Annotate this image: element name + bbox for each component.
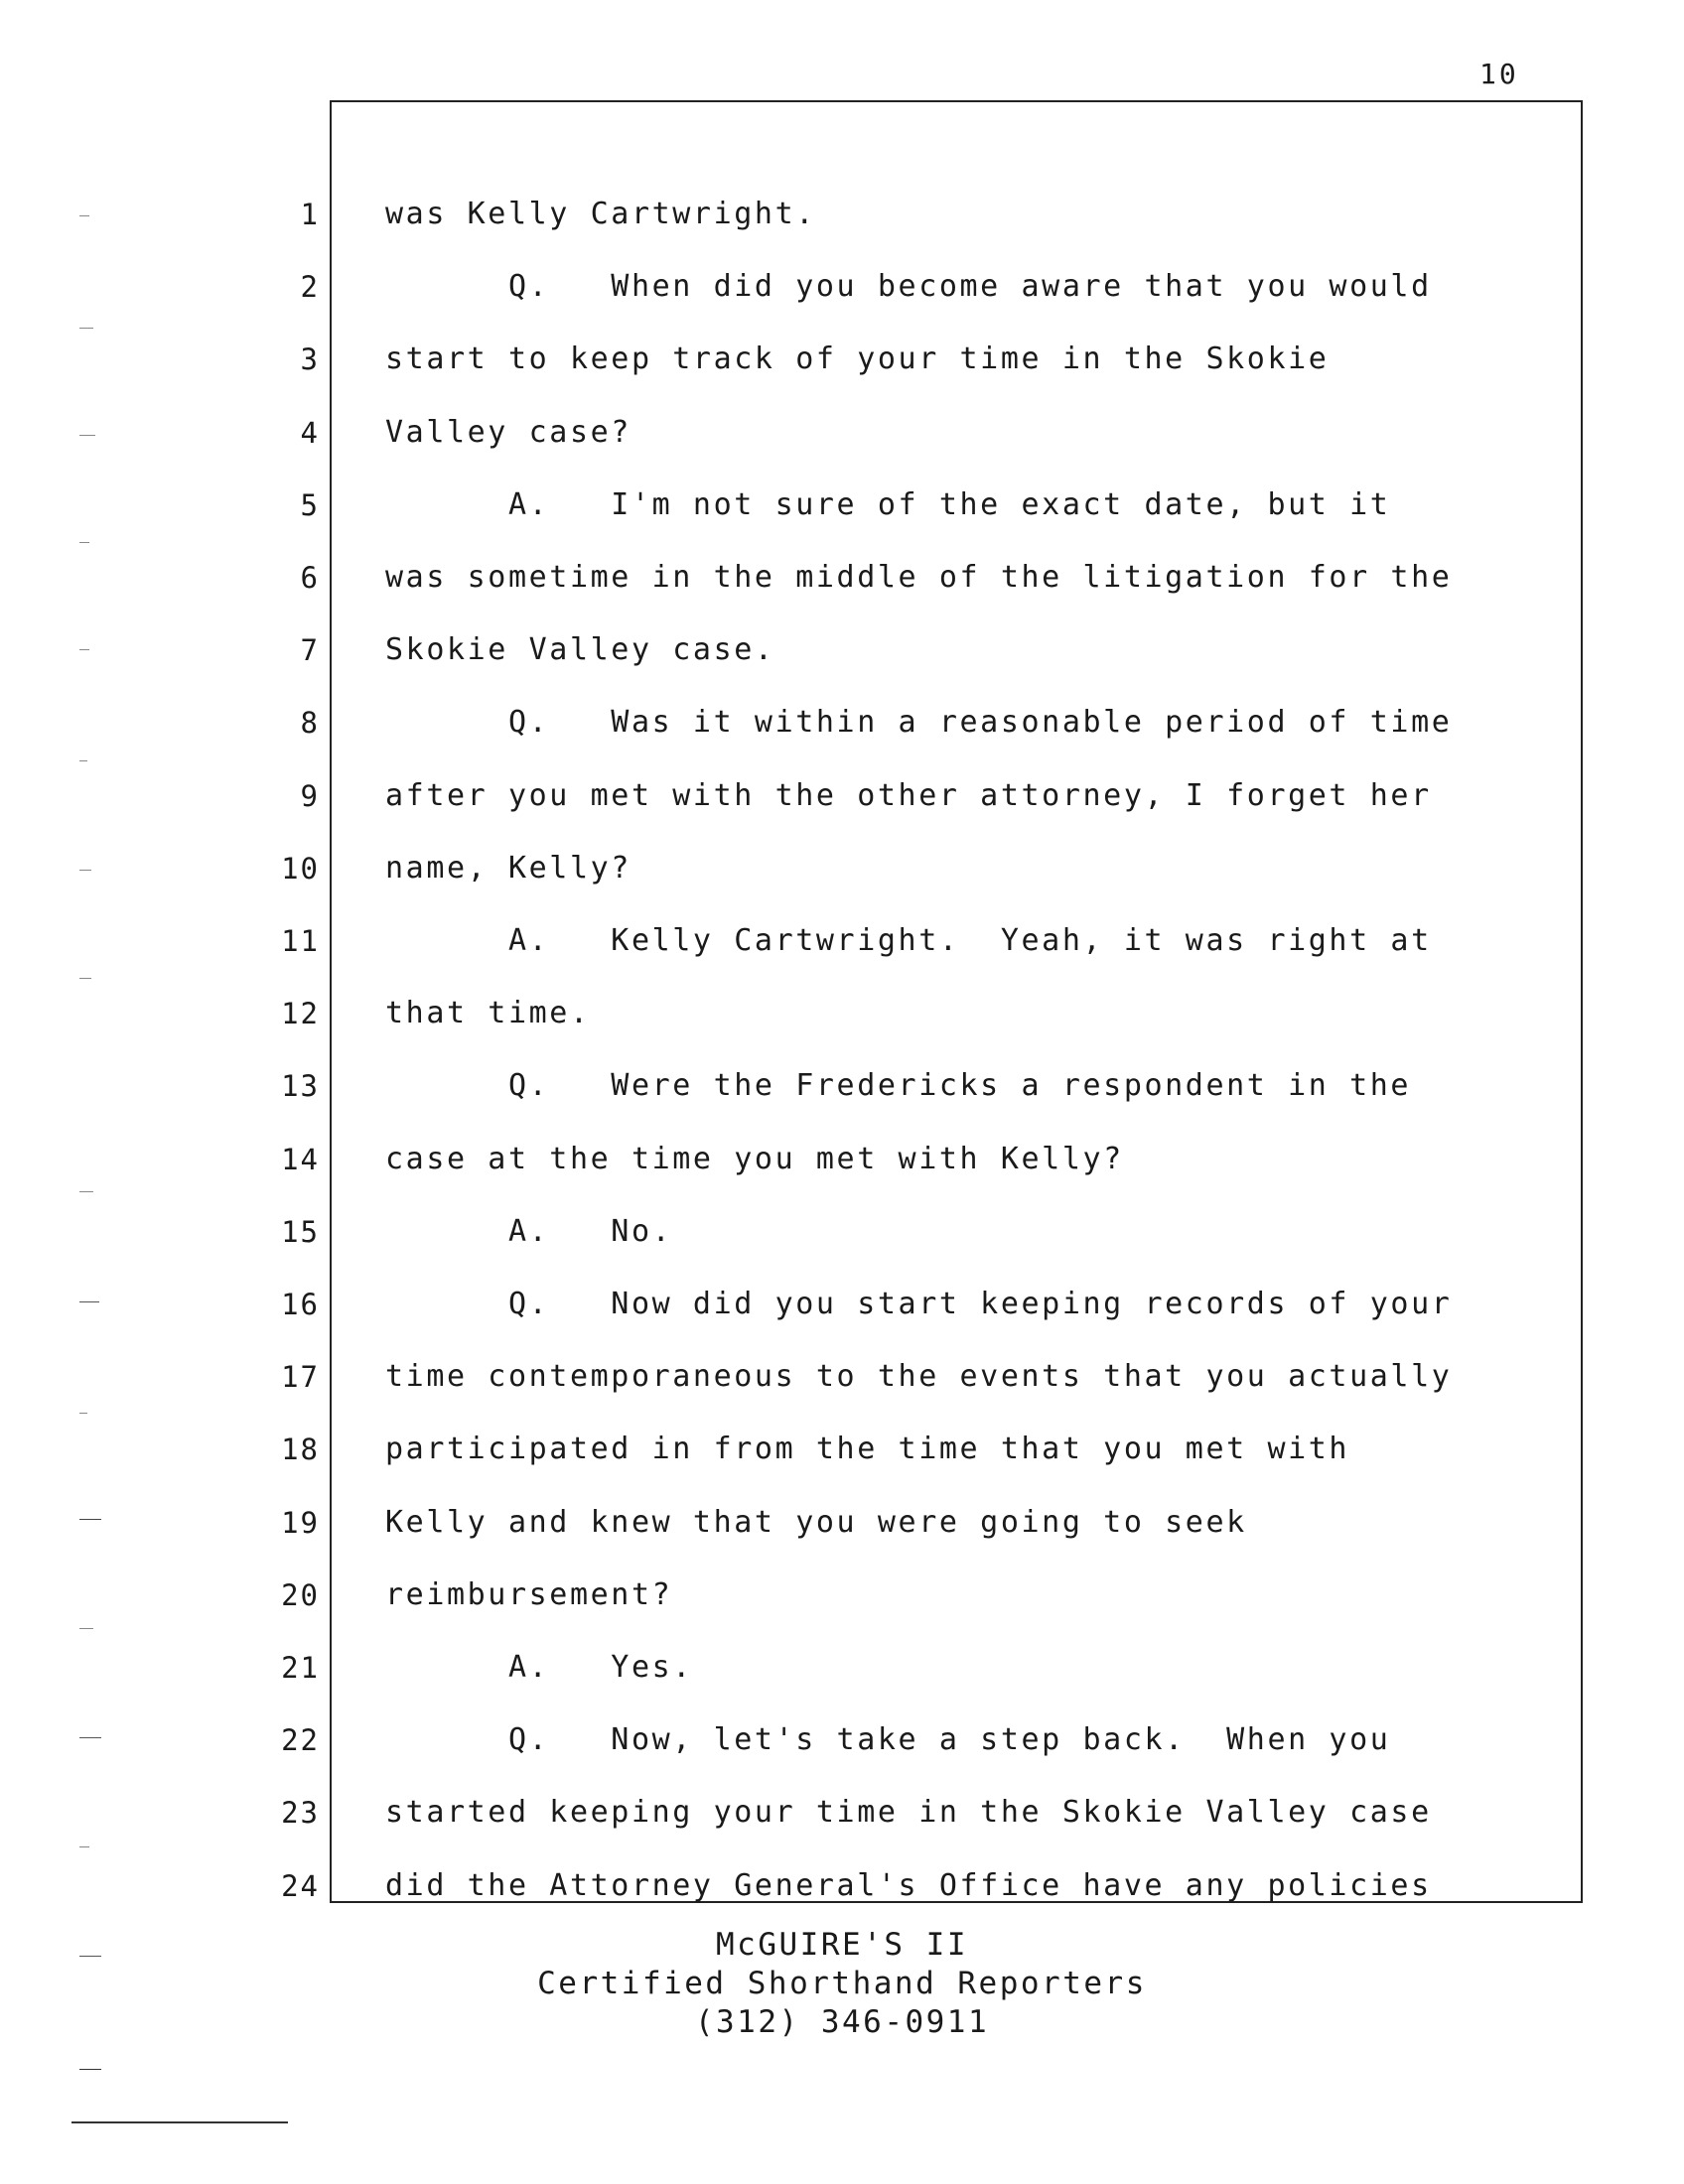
line-number: 20 [281, 1578, 320, 1612]
scan-mark [79, 1956, 101, 1957]
transcript-line [0, 630, 1684, 670]
transcript-line [0, 994, 1684, 1033]
line-number: 12 [281, 997, 320, 1030]
scan-edge-rule [71, 2121, 288, 2123]
line-text: started keeping your time in the Skokie Valley case [385, 1795, 1432, 1830]
line-text: did the Attorney General's Office have any policies [385, 1868, 1432, 1903]
transcript-line [0, 267, 1684, 307]
transcript-line [0, 921, 1684, 961]
line-text: was sometime in the middle of the litigation for the [385, 560, 1453, 595]
reporter-footer [0, 1926, 1684, 2042]
transcript-line [0, 1430, 1684, 1469]
scan-mark [79, 1846, 89, 1847]
line-text: Q. Now, let's take a step back. When you [385, 1722, 1391, 1757]
line-number: 18 [281, 1433, 320, 1466]
transcript-line [0, 485, 1684, 525]
line-number: 2 [300, 270, 320, 304]
scan-mark [79, 1519, 101, 1520]
line-text: reimbursement? [385, 1577, 673, 1612]
line-number: 5 [300, 488, 320, 522]
transcript-line [0, 1212, 1684, 1252]
reporter-phone: (312) 346-0911 [694, 2004, 990, 2040]
line-number: 8 [300, 706, 320, 740]
transcript-line [0, 1866, 1684, 1906]
scan-mark [79, 978, 91, 979]
transcript-line [0, 1793, 1684, 1833]
transcript-line [0, 1285, 1684, 1324]
line-number: 10 [281, 852, 320, 886]
transcript-line [0, 558, 1684, 598]
transcript-line [0, 195, 1684, 234]
scan-mark [79, 649, 89, 650]
line-number: 15 [281, 1215, 320, 1249]
line-number: 17 [281, 1360, 320, 1394]
transcript-line [0, 1575, 1684, 1615]
transcript-line [0, 1357, 1684, 1397]
line-text: Q. Were the Fredericks a respondent in the [385, 1068, 1412, 1103]
line-text: Skokie Valley case. [385, 632, 775, 667]
line-number: 11 [281, 924, 320, 958]
line-number: 4 [300, 416, 320, 450]
scan-mark [79, 760, 87, 761]
reporter-title: Certified Shorthand Reporters [537, 1966, 1147, 2001]
line-number: 14 [281, 1143, 320, 1176]
line-text: A. Yes. [385, 1650, 693, 1685]
transcript-line [0, 340, 1684, 379]
scan-mark [79, 1301, 99, 1302]
scan-mark [79, 2069, 101, 2070]
transcript-line [0, 1648, 1684, 1688]
line-text: Kelly and knew that you were going to seek [385, 1505, 1247, 1540]
transcript-line [0, 413, 1684, 453]
line-number: 3 [300, 342, 320, 376]
page-number: 10 [1479, 58, 1519, 90]
transcript-line [0, 1720, 1684, 1760]
transcript-line [0, 1066, 1684, 1106]
transcript-line [0, 776, 1684, 816]
line-text: A. I'm not sure of the exact date, but it [385, 487, 1391, 522]
line-number: 21 [281, 1651, 320, 1685]
transcript-line [0, 849, 1684, 888]
line-text: participated in from the time that you met with [385, 1432, 1350, 1466]
scan-mark [79, 215, 89, 216]
line-text: A. Kelly Cartwright. Yeah, it was right at [385, 923, 1432, 958]
line-text: A. No. [385, 1214, 673, 1249]
line-number: 6 [300, 561, 320, 595]
line-number: 19 [281, 1506, 320, 1540]
line-text: was Kelly Cartwright. [385, 197, 816, 231]
transcript-line [0, 1503, 1684, 1543]
line-text: that time. [385, 996, 591, 1030]
line-text: case at the time you met with Kelly? [385, 1142, 1124, 1176]
line-text: name, Kelly? [385, 851, 632, 886]
line-number: 13 [281, 1069, 320, 1103]
line-number: 22 [281, 1723, 320, 1757]
scan-mark [79, 1413, 87, 1414]
scan-mark [79, 435, 95, 436]
line-text: Q. Now did you start keeping records of your [385, 1287, 1453, 1321]
reporter-name: McGUIRE'S II [716, 1927, 968, 1963]
scan-mark [79, 870, 91, 871]
scan-mark [79, 1737, 101, 1738]
line-text: after you met with the other attorney, I forget her [385, 778, 1432, 813]
line-number: 24 [281, 1869, 320, 1903]
transcript-line [0, 1140, 1684, 1179]
transcript-line [0, 703, 1684, 743]
scan-mark [79, 328, 93, 329]
line-text: Valley case? [385, 415, 632, 450]
line-text: Q. When did you become aware that you would [385, 269, 1432, 304]
scan-mark [79, 542, 89, 543]
line-number: 7 [300, 633, 320, 667]
scan-mark [79, 1191, 93, 1192]
line-text: start to keep track of your time in the Skokie [385, 341, 1330, 376]
line-text: Q. Was it within a reasonable period of time [385, 705, 1453, 740]
line-number: 1 [300, 198, 320, 231]
line-number: 16 [281, 1288, 320, 1321]
scan-mark [79, 1628, 93, 1629]
line-number: 23 [281, 1796, 320, 1830]
line-number: 9 [300, 779, 320, 813]
line-text: time contemporaneous to the events that you actually [385, 1359, 1453, 1394]
